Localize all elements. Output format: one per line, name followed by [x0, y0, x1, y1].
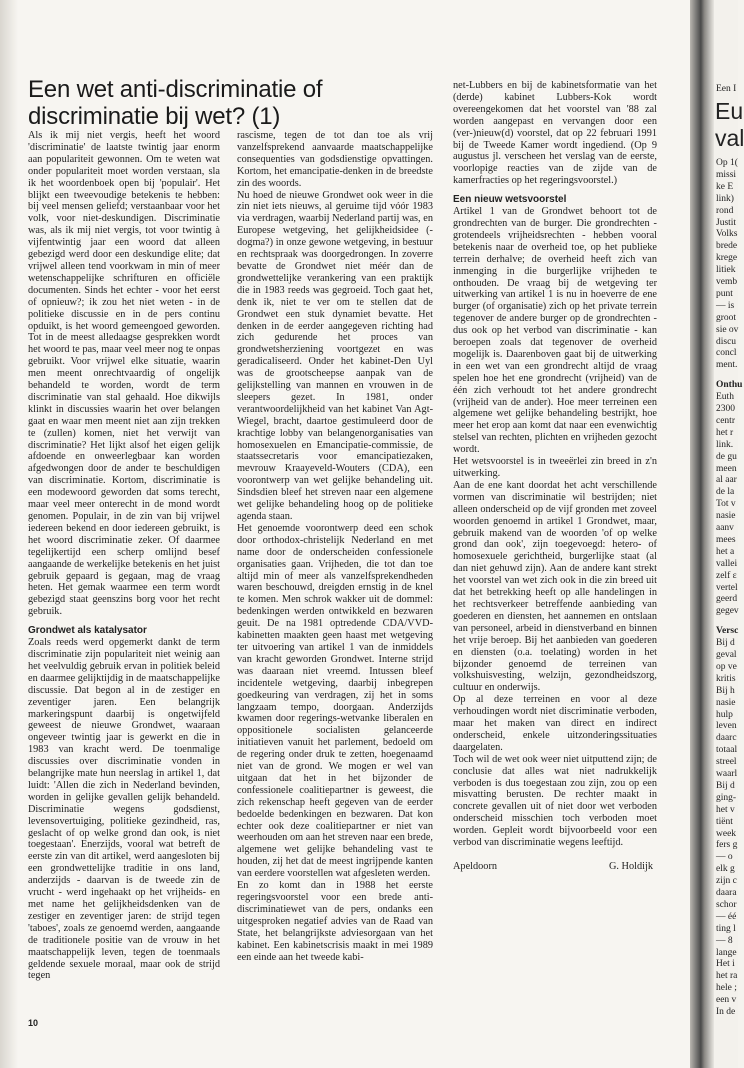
next-page-heading: Versc: [716, 626, 739, 637]
next-page-line: Bij d: [716, 780, 735, 791]
next-page-line: 2300: [716, 404, 735, 414]
next-page-line: Justit: [716, 217, 737, 228]
next-page-line: vertel: [716, 582, 738, 593]
paragraph: Het wetsvoorstel is in tweeërlei zin breed in z'n uitwerking.: [453, 456, 657, 479]
section-heading: Grondwet als katalysator: [28, 625, 147, 637]
next-page-line: — éé: [716, 911, 737, 922]
next-page-line: het r: [716, 427, 734, 438]
next-page-line: vemb: [716, 277, 738, 287]
next-page-line: een v: [716, 995, 737, 1006]
next-page-line: ke E: [716, 181, 734, 192]
next-page-title-line-1: Eu: [715, 98, 744, 124]
next-page-line: ging-: [716, 792, 737, 803]
signature-place: Apeldoorn: [453, 861, 498, 872]
next-page-line: zijn c: [716, 876, 737, 887]
next-page-line: vallei: [716, 558, 738, 569]
paragraph: En zo komt dan in 1988 het eerste regeringsvoorstel voor een brede anti-discriminatiewet van de pers, ondanks een uitgesproken negatief advies van de Raad van State, het belangrijkste adviesorgaan van het kabinet. Een kabinetscrisis maakt in mei 1989 een einde aan het tweede kabi-: [237, 880, 433, 963]
next-page-line: — is: [716, 300, 735, 311]
signature: [453, 861, 657, 873]
page-edge-shadow: [0, 0, 18, 1068]
next-page-line: Volks: [716, 229, 738, 240]
next-page-line: Op 1(: [716, 158, 738, 168]
next-page-line: zelf ε: [716, 570, 737, 581]
next-page-line: week: [716, 828, 737, 839]
next-page-line: geerd: [716, 594, 738, 605]
next-page-line: elk g: [716, 864, 735, 875]
paragraph: Aan de ene kant doordat het acht verschillende vormen van discriminatie wil bestrijden; niet alleen onderscheid op de vijf gronden met zoveel woorden genoemd in artikel 1 Grondwet, maar, gebruik makend van de woorden 'of op welke grond dan ook', zijn toegevoegd: hetero- of homosexuele gerichtheid, burgerlijke staat (al dan niet gehuwd zijn). Aan de andere kant strekt het voorstel van wet zich ook in die zin breed uit dat het betrekking heeft op alle handelingen in het rechtsverkeer betreffende aanbieding van goederen en diensten, het aannemen en ontslaan van personeel, arbeid in dienstverband en binnen het vrije beroep. Bij het aanbieden van goederen en diensten (o.a. toelating) worden in het bijzonder genoemd de terreinen van volkshuisvesting, welzijn, gezondheidszorg, cultuur en onderwijs.: [453, 479, 657, 694]
next-page-line: tiënt: [716, 816, 733, 827]
next-page-line: lange: [716, 947, 737, 958]
paragraph: Toch wil de wet ook weer niet uitputtend zijn; de conclusie dat alles wat niet nadrukkelijk verboden is dus toegestaan zou zijn, zou op een misvatting berusten. De rechter maakt in concrete gevallen uit of niet door wet verboden onderscheid misschien toch verboden moet worden. Gepleit wordt bijvoorbeeld voor een verbod van discriminatie wegens leeftijd.: [453, 753, 657, 849]
next-page-line: schor: [716, 899, 737, 910]
next-page-line: gegev: [716, 606, 739, 617]
next-page-line: daarc: [716, 733, 737, 744]
next-page-line: link.: [716, 439, 734, 450]
next-page-line: mees: [716, 534, 736, 545]
next-page-line: nasie: [716, 697, 736, 708]
next-page-line: sie ov: [716, 324, 739, 335]
column-1: [28, 130, 220, 990]
next-page-line: leven: [716, 721, 737, 732]
next-page-heading: Onthu: [716, 380, 743, 391]
next-page-line: ment.: [716, 360, 738, 371]
next-page-line: — 8: [716, 935, 733, 946]
next-page-line: rond: [716, 205, 734, 216]
signature-author: G. Holdijk: [608, 861, 653, 872]
next-page-line: nasie: [716, 511, 736, 522]
paragraph: Zoals reeds werd opgemerkt dankt de term discriminatie zijn populariteit niet weinig aan het veelvuldig gebruik ervan in politiek beleid en daarmee gelijktijdig in de maatschappelijke discussie. Dat begon al in de zestiger en zeventiger jaren. Een belangrijk markeringspunt daarbij is ongetwijfeld geweest de nieuwe Grondwet, waaraan ongeveer twintig jaar is gewerkt en die in 1983 van kracht werd. De toenmalige discussies over discriminatie vonden in belangrijke mate hun neerslag in artikel 1, dat luidt: 'Allen die zich in Nederland bevinden, worden in gelijke gevallen gelijk behandeld. Discriminatie wegens godsdienst, levensovertuiging, politieke gezindheid, ras, geslacht of op welke grond dan ook, is niet toegestaan'. Enerzijds, vooral wat betreft de eerste zin van dit artikel, werd aangesloten bij een grondwettelijke traditie in ons land, anderzijds - daarvan is de tweede zin de vrucht - werd ingehaakt op het vrijheids- en met name het gelijkheidsdenken van de zestiger en zeventiger jaren: de strijd tegen 'taboes', zoals ze genoemd werden, aangaande de traditionele positie van de vrouw in het maatschappelijk leven, tegen de toenmaals geldende sexuele moraal, maar ook de strijd tegen: [28, 637, 220, 982]
paragraph: net-Lubbers en bij de kabinetsformatie van het (derde) kabinet Lubbers-Kok wordt overeengekomen dat het voorstel van '88 zal worden aangepast en vervangen door een (ver-)nieuw(d) voorstel, dat op 22 februari 1991 bij de Tweede Kamer wordt ingediend. (Op 9 augustus jl. verscheen het verslag van de eerste, voorlopige reacties van de zijde van de kamerfracties op het regeringsvoorstel.): [453, 80, 657, 187]
next-page-line: de gu: [716, 451, 737, 462]
section-heading: Een nieuw wetsvoorstel: [453, 194, 567, 206]
next-page-line: link): [716, 193, 734, 204]
paragraph: Het genoemde voorontwerp deed een schok door orthodox-christelijk Nederland en met name door de onderscheiden confessionele organisaties gaan. Vrijheden, die tot dan toe altijd min of meer als vanzelfsprekendheden waren beschouwd, dreigden ernstig in de knel te komen. Men schrok wakker uit de dommel: bedenkingen werden ontwikkeld en bezwaren geuit. De na 1981 optredende CDA/VVD-kabinetten maakten geen haast met wetgeving ter uitvoering van artikel 1 van de inmiddels van kracht geworden Grondwet. Interne strijd was daaraan niet vreemd. Intussen bleef incidentele wetgeving, daarbij inbegrepen goedkeuring van verdragen, zij het in soms langzaam tempo, doorgaan. Anderzijds kwamen door regerings-wetvanke liberalen en oppositionele socialisten gelanceerde initiatieven vanuit het parlement, bedoeld om de regering onder druk te zetten, hoegenaamd niet van de grond. We mogen er wel van uitgaan dat het in het bijzonder de confessionele coalitiepartner is geweest, die zich rekenschap heeft gegeven van de eerder bedoelde bedenkingen en bezwaren. Dat kon echter ook deze coalitiepartner er niet van weerhouden om aan het streven naar een brede, algemene wet gelijke behandeling vast te houden, zij het dat de meest ingrijpende kanten van eerdere voorstellen wat afgesleten werden.: [237, 522, 433, 880]
page-number: 10: [28, 1018, 39, 1028]
next-page-line: punt: [716, 288, 733, 299]
column-3: [453, 80, 657, 970]
next-page-line: al aar: [716, 475, 737, 486]
next-page-line: de la: [716, 487, 735, 498]
next-page-line: ting l: [716, 923, 736, 934]
paragraph: Artikel 1 van de Grondwet behoort tot de grondrechten van de burger. Die grondrechten - grotendeels vrijheidsrechten - hebben vooral betekenis naar de overheid toe, op het publieke terrein derhalve; de overheid heeft zich van inmenging in die burgerlijke vrijheden te onthouden. De vraag bij de wetgeving ter uitwerking van artikel 1 is nu in hoeverre de ene burger (of organisatie) zich op het private terrein tegenover de andere burger op de grondrechten - dus ook op het verbod van discriminatie - kan beroepen zoals dat tegenover de overheid mogelijk is. Daarenboven gaat bij de uitwerking in een wet van een grondrecht altijd de vraag spelen hoe het ene grondrecht (vrijheid) van de één zich verhoudt tot het andere grondrecht (vrijheid van de ander). Hoe meer terreinen een algemene wet gelijke behandeling bestrijkt, hoe meer het erop aan komt dat naar een evenwichtig stelsel van rechten, plichten en vrijheden gezocht wordt.: [453, 206, 657, 456]
next-page-line: Euth: [716, 392, 734, 403]
next-page-line: groot: [716, 312, 737, 323]
next-page-line: In de: [716, 1007, 736, 1017]
next-page-line: centr: [716, 415, 735, 426]
next-page-line: Bij d: [716, 638, 735, 649]
paragraph: Als ik mij niet vergis, heeft het woord 'discriminatie' de laatste twintig jaar enorm aan populariteit gewonnen. Om te weten wat onder populariteit moet worden verstaan, sla ik het woordenboek open bij 'populair'. Het blijkt een tweevoudige betekenis te hebben: bij veel mensen geliefd; verstaanbaar voor het volk, voor niet-deskundigen. Discriminatie was, als ik mij niet vergis, tot voor twintig à vijfentwintig jaar een woord dat alleen gebezigd werd door een deskundige elite; dat vrijwel alleen tend voorkwam in min of meer wetenschappelijke schrifturen en officiële documenten. Sinds het echter - voor het eerst of opnieuw?; ik zou het niet weten - in de politieke discussie en in de pers continu opduikt, is het woord gemeengoed geworden. Tot in de meest alledaagse gesprekken wordt het woord te pas, maar veel meer nog te onpas gebruikt. Voor vrijwel elke situatie, waarin men meent onrechtvaardig of ongelijk behandeld te worden, wordt de term discriminatie van stal gehaald. Hoe dikwijls klinkt in discussies waarin het over belangen gaat en waar men meent niet aan zijn trekken te (zullen) komen, niet het verwijt van discriminatie? Het lijkt alsof het eigen gelijk afdoende en onweerlegbaar kan worden afgedwongen door de ander te beschuldigen van discriminatie. Kortom, discriminatie is een modewoord geworden dat soms terecht, maar veel meer onterecht in de mond wordt genomen. Populair, in de zin van bij vrijwel iedereen bekend en door iedereen gebruikt, is het woord discriminatie zeker. Of daarmee tegelijkertijd een scherp omlijnd besef aangaande de werkelijke betekenis en het juist gebruik gepaard is gegaan, mag de vraag heten. Het gemak waarmee een term wordt gebezigd staat geenszins borg voor het recht gebruik.: [28, 130, 220, 618]
next-page-line: geval: [716, 650, 737, 660]
next-page-title-line-2: val: [715, 125, 744, 151]
next-page-line: hele ;: [716, 983, 737, 994]
next-page-line: het v: [716, 804, 735, 815]
next-page-line: — o: [716, 852, 733, 863]
next-page-line: op ve: [716, 661, 737, 672]
next-page-line: kritis: [716, 673, 736, 684]
next-page-line: meen: [716, 463, 737, 474]
article-title: Een wet anti-discriminatie of discriminatie bij wet? (1): [28, 76, 323, 130]
paragraph: Nu hoed de nieuwe Grondwet ook weer in die zin niet iets nieuws, al geruime tijd vóór 1983 via verdragen, waarbij Nederland partij was, en Europese wetgeving, het gelijkheidsidee (-dogma?) in onze gewone wetgeving, in bestuur en rechtspraak was doorgedrongen. In zoverre bevatte de Grondwet niet méér dan de grondwettelijke verankering van een praktijk die in 1983 reeds was gegroeid. Toch gaat het, denk ik, niet te ver om te stellen dat de Grondwet een stuk dynamiet bevatte. Het denken in de eerder aangegeven richting had zich gedurende het proces van grondwetsherziening voortgezet en was geradicaliseerd. Onder het kabinet-Den Uyl was de grootscheepse aanpak van de gelijkstelling van mannen en vrouwen in de sleepers gezet. In 1981, onder verantwoordelijkheid van het kabinet Van Agt-Wiegel, bracht, daartoe gestimuleerd door de krachtige lobby van belangenorganisaties van homosexuelen en Emancipatie-commissie, de staatssecretaris voor emancipatiezaken, mevrouw Kraayeveld-Wouters (CDA), een voorontwerp van wet gelijke behandeling uit. Sindsdien bleef het streven naar een algemene wet gelijke behandeling hoog op de politieke agenda staan.: [237, 189, 433, 522]
next-page-line: krege: [716, 253, 738, 264]
next-page-line: hulp: [716, 709, 733, 720]
next-page-line: fers g: [716, 840, 738, 851]
next-page-line: waarl: [716, 769, 738, 779]
next-page-line: discu: [716, 336, 737, 347]
next-page-line: streel: [716, 757, 737, 768]
next-page-line: totaal: [716, 745, 738, 756]
next-page-line: missi: [716, 169, 737, 180]
next-page-line: Het i: [716, 959, 735, 970]
next-page-line: aanv: [716, 523, 734, 533]
next-page-line: concl: [716, 348, 737, 359]
next-page-line: litiek: [716, 265, 736, 276]
next-page-line: daara: [716, 888, 737, 898]
next-page-line: Tot v: [716, 499, 736, 510]
paragraph: Op al deze terreinen en voor al deze verhoudingen wordt niet discriminatie verboden, maar het maken van direct en indirect onderscheid, enkele uitzonderingssituaties daargelaten.: [453, 694, 657, 753]
next-page-line: het ra: [716, 971, 738, 982]
next-page-top-line: Een I: [716, 84, 737, 94]
next-page-fragment: [714, 0, 744, 1068]
paragraph: rascisme, tegen de tot dan toe als vrij vanzelfsprekend aanvaarde maatschappelijke consequenties van godsdienstige opvattingen. Kortom, het emancipatie-denken in de breedste zin des woords.: [237, 130, 433, 189]
column-2: [237, 130, 433, 990]
next-page-line: het a: [716, 546, 735, 557]
next-page-line: brede: [716, 241, 738, 252]
book-gutter: [690, 0, 714, 1068]
next-page-line: Bij h: [716, 685, 735, 696]
